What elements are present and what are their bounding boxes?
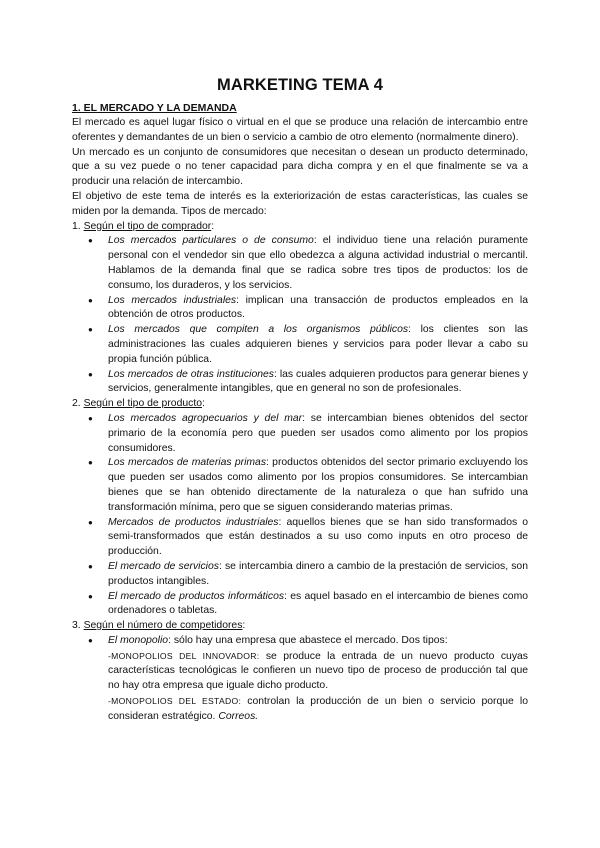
list-item: ● Los mercados de otras instituciones: las cuales adquieren productos para generar bienes y servicios, generalmente intangibles, que en general no son de profesionales. <box>72 368 528 398</box>
list-heading-producto: 2. Según el tipo de producto: <box>72 398 205 410</box>
list-item: ● Los mercados que compiten a los organismos públicos: los clientes son las administraciones las cuales adquieren bienes y servicios para poder llevar a cabo su propia función pública. <box>72 323 528 367</box>
list-item: ● Los mercados industriales: implican una transacción de productos empleados en la obtención de otros productos. <box>72 294 528 324</box>
sub-label: -MONOPOLIOS DEL INNOVADOR: <box>108 650 260 661</box>
sub-label: -MONOPOLIOS DEL ESTADO: <box>108 696 242 707</box>
bullet-list <box>72 234 528 397</box>
section-heading: 1. EL MERCADO Y LA DEMANDA <box>72 102 237 114</box>
list-number: 2. <box>72 398 81 410</box>
paragraph: Un mercado es un conjunto de consumidores que necesitan o desean un producto determinado, que a su vez puede o no tener capacidad para dicha compra y en el que finalmente se va a producir una relación de intercambio. <box>72 146 528 188</box>
document-title: MARKETING TEMA 4 <box>217 76 383 94</box>
list-item: ● El monopolio: sólo hay una empresa que abastece el mercado. Dos tipos: -MONOPOLIOS DEL INNOVADOR: se produce la entrada de un nuevo producto cuyas características tecnológicas le confieren un nuevo tipo de proceso de producción tal que no hay otra empresa que iguale dicho producto. -MONOPOLIOS DEL ESTADO: controlan la producción de un bien o servicio porque lo consideran estratégico. Correos. <box>72 634 528 725</box>
bullet-list <box>72 634 528 725</box>
bullet-list <box>72 412 528 619</box>
list-heading-comprador: 1. Según el tipo de comprador: <box>72 220 215 232</box>
list-heading-label: Según el tipo de comprador <box>83 220 212 232</box>
list-item: ● Mercados de productos industriales: aquellos bienes que se han sido transformados o semi-transformados que están destinados a su uso como inputs en otro proceso de producción. <box>72 516 528 560</box>
list-item: ● El mercado de servicios: se intercambia dinero a cambio de la prestación de servicios, son productos intangibles. <box>72 560 528 590</box>
paragraph: El objetivo de este tema de interés es la exteriorización de estas características, las cuales se miden por la demanda. Tipos de mercado: <box>72 190 528 217</box>
list-heading-competidores: 3. Según el número de competidores: <box>72 620 246 632</box>
list-heading-label: Según el tipo de producto <box>83 398 202 410</box>
list-item: ● Los mercados agropecuarios y del mar: se intercambian bienes obtenidos del sector primario de la economía pero que pueden ser usados como alimento por los propios consumidores. <box>72 412 528 456</box>
list-item: ● Los mercados de materias primas: productos obtenidos del sector primario excluyendo los que pueden ser usados como alimento por los propios consumidores. Se intercambian bienes que se han obtenido directamente de la naturaleza o que han sufrido una transformación mínima, pero que se siguen considerando materias primas. <box>72 456 528 515</box>
paragraph: El mercado es aquel lugar físico o virtual en el que se produce una relación de intercambio entre oferentes y demandantes de un bien o servicio a cambio de otro elemento (normalmente dinero). <box>72 117 528 143</box>
list-item: ● Los mercados particulares o de consumo: el individuo tiene una relación puramente personal con el vendedor sin que ello obedezca a alguna actividad industrial o mercantil. Hablamos de la demanda final que se radica sobre tres tipos de productos: los de consumo, los duraderos, y los servicios. <box>72 234 528 293</box>
list-number: 1. <box>72 220 81 232</box>
list-item: ● El mercado de productos informáticos: es aquel basado en el intercambio de bienes como ordenadores o tabletas. <box>72 590 528 620</box>
list-heading-label: Según el número de competidores <box>83 620 243 632</box>
list-number: 3. <box>72 620 81 632</box>
document-page <box>72 66 528 725</box>
